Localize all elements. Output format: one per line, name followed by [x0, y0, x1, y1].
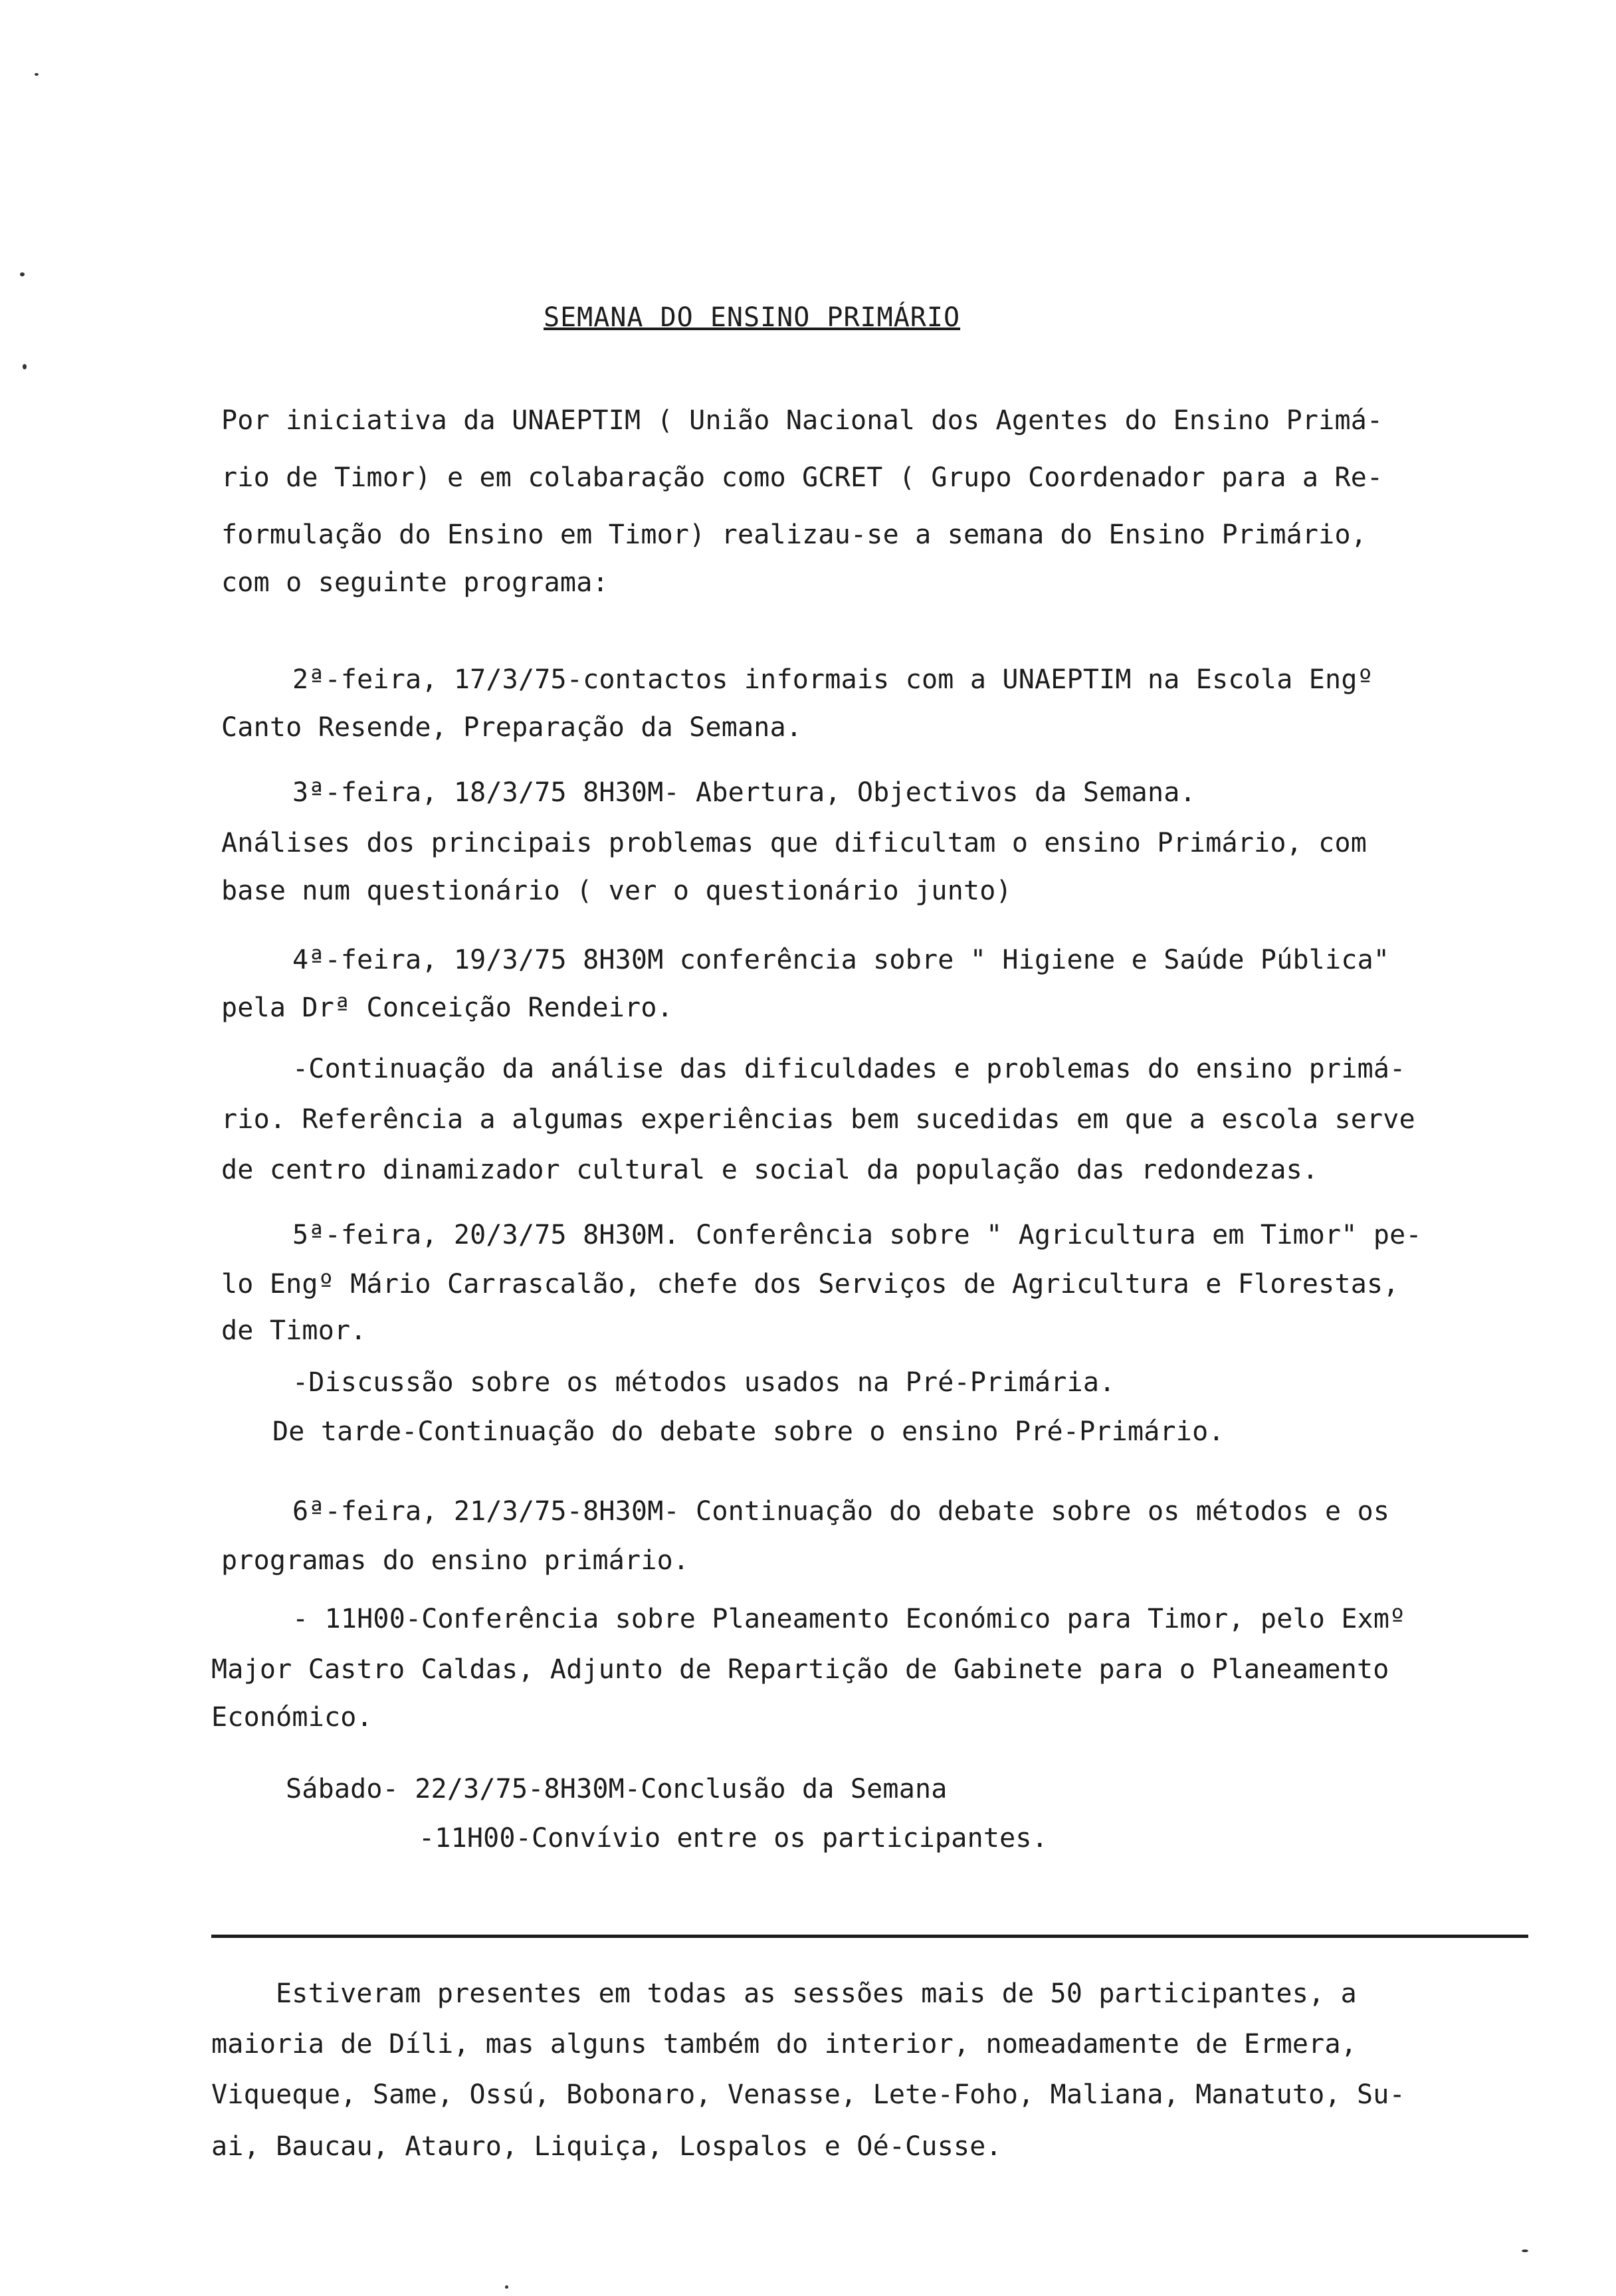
- program-line: -Discussão sobre os métodos usados na Pré-Primária.: [292, 1367, 1116, 1398]
- program-line: de Timor.: [221, 1315, 367, 1346]
- scan-speck: [20, 272, 25, 276]
- intro-line: com o seguinte programa:: [221, 567, 609, 598]
- scan-speck: [35, 73, 39, 76]
- program-line: programas do ensino primário.: [221, 1545, 690, 1576]
- intro-line: formulação do Ensino em Timor) realizau-se a semana do Ensino Primário,: [221, 520, 1367, 550]
- program-line: 4ª-feira, 19/3/75 8H30M conferência sobre " Higiene e Saúde Pública": [292, 945, 1390, 975]
- scan-speck: [505, 2285, 508, 2289]
- program-line: base num questionário ( ver o questionário junto): [221, 876, 1012, 906]
- program-line: 3ª-feira, 18/3/75 8H30M- Abertura, Objectivos da Semana.: [292, 777, 1196, 808]
- scan-speck: [23, 364, 27, 369]
- program-line: -11H00-Convívio entre os participantes.: [419, 1823, 1048, 1854]
- program-line: 6ª-feira, 21/3/75-8H30M- Continuação do debate sobre os métodos e os: [292, 1496, 1390, 1527]
- closing-line: ai, Baucau, Atauro, Liquiça, Lospalos e Oé-Cusse.: [211, 2131, 1002, 2162]
- document-title: SEMANA DO ENSINO PRIMÁRIO: [544, 302, 961, 333]
- program-line: Sábado- 22/3/75-8H30M-Conclusão da Semana: [286, 1774, 948, 1804]
- closing-line: maioria de Díli, mas alguns também do interior, nomeadamente de Ermera,: [211, 2029, 1358, 2059]
- program-line: De tarde-Continuação do debate sobre o ensino Pré-Primário.: [272, 1416, 1225, 1447]
- intro-line: rio de Timor) e em colabaração como GCRET ( Grupo Coordenador para a Re-: [221, 462, 1383, 493]
- closing-line: Estiveram presentes em todas as sessões mais de 50 participantes, a: [276, 1978, 1357, 2009]
- program-line: -Continuação da análise das dificuldades e problemas do ensino primá-: [292, 1054, 1406, 1084]
- program-line: Análises dos principais problemas que dificultam o ensino Primário, com: [221, 828, 1367, 858]
- closing-line: Viqueque, Same, Ossú, Bobonaro, Venasse, Lete-Foho, Maliana, Manatuto, Su-: [211, 2079, 1405, 2110]
- program-line: de centro dinamizador cultural e social da população das redondezas.: [221, 1155, 1319, 1185]
- intro-line: Por iniciativa da UNAEPTIM ( União Nacional dos Agentes do Ensino Primá-: [221, 405, 1383, 436]
- section-divider: [211, 1935, 1528, 1938]
- program-line: - 11H00-Conferência sobre Planeamento Económico para Timor, pelo Exmº: [292, 1604, 1406, 1634]
- program-line: Económico.: [211, 1702, 373, 1733]
- scan-speck: [1522, 2249, 1528, 2252]
- program-line: rio. Referência a algumas experiências bem sucedidas em que a escola serve: [221, 1104, 1415, 1135]
- program-line: lo Engº Mário Carrascalão, chefe dos Serviços de Agricultura e Florestas,: [221, 1269, 1399, 1299]
- program-line: 2ª-feira, 17/3/75-contactos informais com a UNAEPTIM na Escola Engº: [292, 664, 1373, 695]
- program-line: Major Castro Caldas, Adjunto de Repartição de Gabinete para o Planeamento: [211, 1654, 1389, 1685]
- program-line: pela Drª Conceição Rendeiro.: [221, 993, 673, 1023]
- program-line: Canto Resende, Preparação da Semana.: [221, 712, 803, 743]
- program-line: 5ª-feira, 20/3/75 8H30M. Conferência sobre " Agricultura em Timor" pe-: [292, 1220, 1422, 1250]
